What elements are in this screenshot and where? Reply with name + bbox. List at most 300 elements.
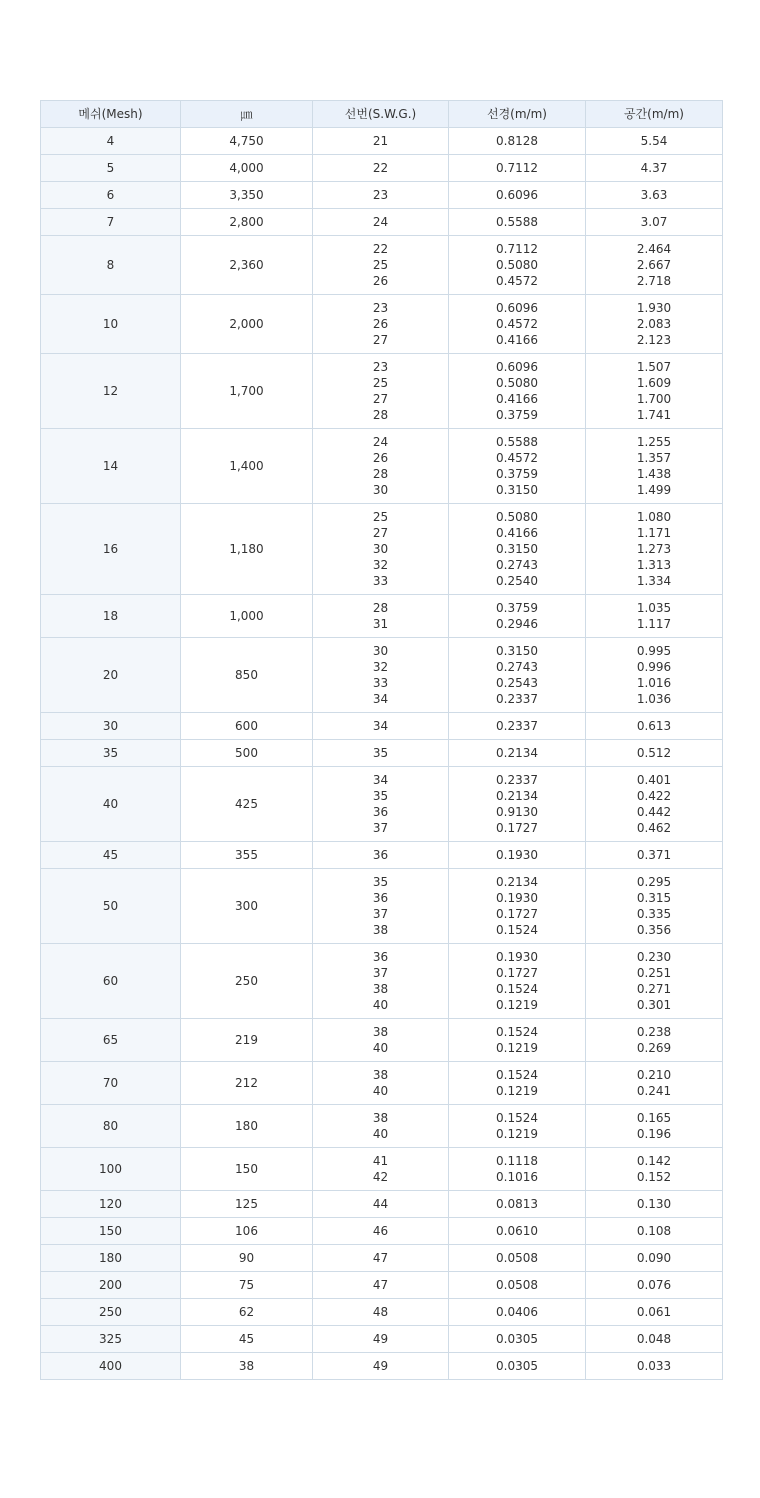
cell-wire-gauge [313, 1218, 449, 1245]
cell-micron: 1,400 [181, 429, 313, 504]
cell-mesh: 6 [41, 182, 181, 209]
cell-wire-diameter-line: 0.7112 [496, 242, 538, 256]
cell-opening [586, 767, 723, 842]
cell-opening [586, 1191, 723, 1218]
cell-opening [586, 1299, 723, 1326]
cell-opening-line: 0.996 [636, 660, 672, 674]
cell-opening-line: 1.357 [636, 451, 672, 465]
cell-opening-line: 2.083 [636, 317, 672, 331]
cell-opening [586, 1218, 723, 1245]
cell-wire-diameter-line: 0.0508 [496, 1251, 538, 1265]
cell-micron: 425 [181, 767, 313, 842]
cell-wire-diameter [449, 182, 586, 209]
cell-wire-gauge [313, 767, 449, 842]
cell-wire-gauge-line: 26 [372, 451, 389, 465]
table-row [41, 1019, 723, 1062]
cell-wire-diameter-line: 0.3150 [496, 542, 538, 556]
mesh-spec-table [40, 100, 723, 1380]
cell-wire-diameter-line: 0.2134 [496, 875, 538, 889]
cell-wire-gauge-line: 36 [372, 950, 389, 964]
cell-wire-gauge-line: 25 [372, 258, 389, 272]
cell-wire-diameter-line: 0.0305 [496, 1332, 538, 1346]
cell-wire-diameter-line: 0.0610 [496, 1224, 538, 1238]
table-row [41, 209, 723, 236]
cell-wire-diameter [449, 944, 586, 1019]
table-row [41, 1326, 723, 1353]
cell-wire-diameter-line: 0.1219 [496, 1041, 538, 1055]
header-micron: ㎛ [181, 101, 313, 128]
table-row [41, 713, 723, 740]
cell-micron: 4,750 [181, 128, 313, 155]
cell-wire-diameter-line: 0.5080 [496, 258, 538, 272]
cell-opening [586, 1105, 723, 1148]
cell-wire-diameter-line: 0.1930 [496, 950, 538, 964]
cell-wire-diameter-line: 0.6096 [496, 360, 538, 374]
cell-wire-diameter [449, 713, 586, 740]
cell-wire-gauge-line: 27 [372, 333, 389, 347]
cell-wire-gauge [313, 1326, 449, 1353]
cell-wire-diameter [449, 236, 586, 295]
cell-wire-gauge-line: 34 [372, 719, 389, 733]
cell-wire-gauge-line: 25 [372, 510, 389, 524]
cell-wire-diameter-line: 0.2134 [496, 746, 538, 760]
cell-opening-line: 1.313 [636, 558, 672, 572]
cell-wire-gauge-line: 40 [372, 1041, 389, 1055]
cell-wire-diameter-line: 0.5080 [496, 376, 538, 390]
cell-opening-line: 3.07 [640, 215, 668, 229]
table-row [41, 767, 723, 842]
cell-micron: 500 [181, 740, 313, 767]
cell-wire-diameter [449, 1191, 586, 1218]
cell-opening-line: 0.613 [636, 719, 672, 733]
cell-wire-diameter-line: 0.6096 [496, 301, 538, 315]
cell-opening-line: 1.438 [636, 467, 672, 481]
table-row [41, 1191, 723, 1218]
cell-wire-gauge-line: 33 [372, 676, 389, 690]
cell-wire-gauge-line: 23 [372, 301, 389, 315]
cell-wire-gauge [313, 944, 449, 1019]
cell-wire-gauge-line: 28 [372, 408, 389, 422]
cell-wire-diameter-line: 0.5588 [496, 215, 538, 229]
table-row [41, 842, 723, 869]
cell-opening [586, 944, 723, 1019]
cell-wire-diameter [449, 767, 586, 842]
cell-opening [586, 182, 723, 209]
cell-opening-line: 5.54 [640, 134, 668, 148]
cell-wire-diameter [449, 869, 586, 944]
cell-opening-line: 0.152 [636, 1170, 672, 1184]
cell-opening [586, 128, 723, 155]
cell-wire-diameter [449, 1326, 586, 1353]
cell-opening-line: 0.230 [636, 950, 672, 964]
cell-wire-gauge-line: 32 [372, 558, 389, 572]
table-body [41, 128, 723, 1380]
cell-wire-diameter [449, 1272, 586, 1299]
table-row [41, 295, 723, 354]
cell-wire-diameter [449, 128, 586, 155]
cell-wire-gauge-line: 35 [372, 789, 389, 803]
cell-wire-diameter-line: 0.5588 [496, 435, 538, 449]
cell-wire-gauge-line: 38 [372, 982, 389, 996]
cell-mesh: 100 [41, 1148, 181, 1191]
cell-opening-line: 1.171 [636, 526, 672, 540]
cell-wire-gauge-line: 22 [372, 161, 389, 175]
cell-wire-diameter-line: 0.0406 [496, 1305, 538, 1319]
cell-micron: 62 [181, 1299, 313, 1326]
cell-wire-diameter-line: 0.4572 [496, 317, 538, 331]
cell-opening-line: 0.295 [636, 875, 672, 889]
cell-wire-diameter [449, 1299, 586, 1326]
cell-mesh: 7 [41, 209, 181, 236]
cell-opening-line: 0.422 [636, 789, 672, 803]
cell-wire-gauge-line: 38 [372, 1111, 389, 1125]
cell-wire-diameter-line: 0.1118 [496, 1154, 538, 1168]
cell-wire-gauge-line: 24 [372, 215, 389, 229]
cell-wire-diameter-line: 0.3150 [496, 644, 538, 658]
cell-opening-line: 0.271 [636, 982, 672, 996]
cell-wire-diameter [449, 740, 586, 767]
cell-wire-gauge [313, 1353, 449, 1380]
cell-micron: 250 [181, 944, 313, 1019]
cell-wire-diameter-line: 0.7112 [496, 161, 538, 175]
cell-wire-diameter-line: 0.9130 [496, 805, 538, 819]
cell-opening-line: 0.462 [636, 821, 672, 835]
cell-wire-diameter-line: 0.1727 [496, 966, 538, 980]
table-row [41, 740, 723, 767]
cell-wire-gauge-line: 37 [372, 821, 389, 835]
cell-wire-diameter [449, 1148, 586, 1191]
cell-wire-gauge [313, 1105, 449, 1148]
table-row [41, 1272, 723, 1299]
cell-wire-diameter-line: 0.1930 [496, 848, 538, 862]
table-row [41, 236, 723, 295]
cell-wire-gauge [313, 1191, 449, 1218]
cell-wire-diameter-line: 0.6096 [496, 188, 538, 202]
cell-mesh: 16 [41, 504, 181, 595]
cell-micron: 90 [181, 1245, 313, 1272]
cell-wire-gauge [313, 1272, 449, 1299]
cell-wire-diameter [449, 1218, 586, 1245]
cell-wire-gauge-line: 23 [372, 188, 389, 202]
cell-wire-diameter-line: 0.1524 [496, 923, 538, 937]
table-row [41, 1245, 723, 1272]
cell-opening-line: 0.401 [636, 773, 672, 787]
cell-opening-line: 1.035 [636, 601, 672, 615]
cell-opening-line: 0.142 [636, 1154, 672, 1168]
cell-mesh: 5 [41, 155, 181, 182]
cell-wire-gauge [313, 713, 449, 740]
cell-wire-gauge-line: 26 [372, 274, 389, 288]
table-row [41, 429, 723, 504]
cell-opening-line: 0.061 [636, 1305, 672, 1319]
cell-wire-diameter [449, 595, 586, 638]
cell-wire-gauge-line: 47 [372, 1251, 389, 1265]
cell-opening-line: 0.090 [636, 1251, 672, 1265]
cell-opening [586, 713, 723, 740]
cell-wire-diameter-line: 0.3759 [496, 601, 538, 615]
cell-wire-gauge [313, 1299, 449, 1326]
cell-wire-gauge [313, 429, 449, 504]
cell-opening-line: 1.700 [636, 392, 672, 406]
cell-wire-diameter-line: 0.2134 [496, 789, 538, 803]
cell-wire-gauge-line: 25 [372, 376, 389, 390]
cell-wire-gauge-line: 35 [372, 875, 389, 889]
cell-opening-line: 0.108 [636, 1224, 672, 1238]
cell-mesh: 10 [41, 295, 181, 354]
cell-opening-line: 2.718 [636, 274, 672, 288]
cell-wire-diameter-line: 0.1524 [496, 1068, 538, 1082]
cell-wire-diameter [449, 1353, 586, 1380]
cell-opening-line: 0.995 [636, 644, 672, 658]
cell-opening-line: 0.033 [636, 1359, 672, 1373]
cell-mesh: 20 [41, 638, 181, 713]
cell-opening [586, 1326, 723, 1353]
header-opening: 공간(m/m) [586, 101, 723, 128]
cell-opening-line: 1.117 [636, 617, 672, 631]
cell-wire-gauge [313, 740, 449, 767]
table-row [41, 128, 723, 155]
cell-wire-diameter-line: 0.2946 [496, 617, 538, 631]
cell-wire-gauge-line: 23 [372, 360, 389, 374]
cell-wire-gauge-line: 22 [372, 242, 389, 256]
cell-opening-line: 0.301 [636, 998, 672, 1012]
cell-wire-diameter-line: 0.4166 [496, 526, 538, 540]
cell-wire-gauge-line: 33 [372, 574, 389, 588]
header-mesh: 메쉬(Mesh) [41, 101, 181, 128]
cell-wire-diameter-line: 0.4572 [496, 451, 538, 465]
cell-wire-gauge-line: 44 [372, 1197, 389, 1211]
cell-mesh: 200 [41, 1272, 181, 1299]
cell-micron: 355 [181, 842, 313, 869]
cell-wire-gauge [313, 155, 449, 182]
cell-opening-line: 0.130 [636, 1197, 672, 1211]
cell-opening-line: 3.63 [640, 188, 668, 202]
table-row [41, 944, 723, 1019]
cell-mesh: 65 [41, 1019, 181, 1062]
cell-wire-gauge [313, 595, 449, 638]
cell-wire-gauge-line: 40 [372, 998, 389, 1012]
cell-opening [586, 869, 723, 944]
cell-mesh: 120 [41, 1191, 181, 1218]
cell-wire-gauge-line: 36 [372, 805, 389, 819]
table-row [41, 1148, 723, 1191]
cell-opening-line: 0.165 [636, 1111, 672, 1125]
cell-wire-gauge-line: 46 [372, 1224, 389, 1238]
cell-wire-gauge-line: 36 [372, 891, 389, 905]
cell-micron: 600 [181, 713, 313, 740]
table-row [41, 638, 723, 713]
cell-micron: 45 [181, 1326, 313, 1353]
cell-wire-diameter-line: 0.0508 [496, 1278, 538, 1292]
cell-wire-gauge-line: 34 [372, 692, 389, 706]
cell-wire-diameter [449, 1062, 586, 1105]
cell-wire-diameter-line: 0.1016 [496, 1170, 538, 1184]
cell-wire-diameter-line: 0.1524 [496, 982, 538, 996]
cell-micron: 75 [181, 1272, 313, 1299]
cell-opening [586, 354, 723, 429]
table-row [41, 1105, 723, 1148]
cell-mesh: 8 [41, 236, 181, 295]
cell-mesh: 180 [41, 1245, 181, 1272]
header-wire-gauge: 선번(S.W.G.) [313, 101, 449, 128]
cell-micron: 1,000 [181, 595, 313, 638]
cell-wire-gauge-line: 48 [372, 1305, 389, 1319]
header-row [41, 101, 723, 128]
cell-opening [586, 504, 723, 595]
cell-opening-line: 1.609 [636, 376, 672, 390]
cell-wire-diameter-line: 0.1727 [496, 821, 538, 835]
cell-wire-diameter-line: 0.4166 [496, 392, 538, 406]
cell-wire-diameter [449, 1019, 586, 1062]
cell-opening-line: 1.273 [636, 542, 672, 556]
cell-wire-diameter-line: 0.1930 [496, 891, 538, 905]
cell-opening-line: 0.241 [636, 1084, 672, 1098]
cell-wire-gauge-line: 40 [372, 1084, 389, 1098]
cell-wire-gauge-line: 37 [372, 966, 389, 980]
cell-opening-line: 0.269 [636, 1041, 672, 1055]
cell-opening [586, 740, 723, 767]
cell-micron: 180 [181, 1105, 313, 1148]
cell-opening-line: 1.930 [636, 301, 672, 315]
cell-wire-diameter-line: 0.2743 [496, 660, 538, 674]
cell-opening-line: 0.238 [636, 1025, 672, 1039]
cell-mesh: 80 [41, 1105, 181, 1148]
cell-micron: 300 [181, 869, 313, 944]
cell-wire-diameter-line: 0.0305 [496, 1359, 538, 1373]
cell-mesh: 45 [41, 842, 181, 869]
cell-opening-line: 0.251 [636, 966, 672, 980]
cell-opening [586, 236, 723, 295]
cell-micron: 212 [181, 1062, 313, 1105]
cell-wire-diameter [449, 638, 586, 713]
table-row [41, 182, 723, 209]
cell-mesh: 70 [41, 1062, 181, 1105]
cell-wire-gauge-line: 42 [372, 1170, 389, 1184]
cell-wire-diameter [449, 354, 586, 429]
cell-wire-diameter-line: 0.0813 [496, 1197, 538, 1211]
cell-mesh: 250 [41, 1299, 181, 1326]
cell-wire-diameter-line: 0.2337 [496, 773, 538, 787]
cell-wire-gauge-line: 36 [372, 848, 389, 862]
cell-wire-gauge-line: 32 [372, 660, 389, 674]
cell-opening [586, 209, 723, 236]
cell-opening-line: 0.335 [636, 907, 672, 921]
cell-opening [586, 638, 723, 713]
cell-opening-line: 1.499 [636, 483, 672, 497]
cell-wire-gauge-line: 38 [372, 1068, 389, 1082]
cell-opening-line: 0.315 [636, 891, 672, 905]
cell-wire-gauge-line: 35 [372, 746, 389, 760]
cell-mesh: 150 [41, 1218, 181, 1245]
cell-opening [586, 155, 723, 182]
cell-opening-line: 1.507 [636, 360, 672, 374]
cell-micron: 1,180 [181, 504, 313, 595]
cell-mesh: 14 [41, 429, 181, 504]
cell-mesh: 50 [41, 869, 181, 944]
cell-micron: 3,350 [181, 182, 313, 209]
cell-wire-diameter-line: 0.1524 [496, 1111, 538, 1125]
cell-wire-gauge [313, 128, 449, 155]
cell-wire-diameter-line: 0.2540 [496, 574, 538, 588]
table-row [41, 504, 723, 595]
cell-opening-line: 0.356 [636, 923, 672, 937]
cell-wire-diameter-line: 0.2337 [496, 692, 538, 706]
cell-wire-diameter-line: 0.4572 [496, 274, 538, 288]
cell-opening-line: 1.334 [636, 574, 672, 588]
cell-micron: 125 [181, 1191, 313, 1218]
cell-wire-diameter-line: 0.2743 [496, 558, 538, 572]
cell-wire-gauge [313, 295, 449, 354]
cell-wire-diameter-line: 0.1219 [496, 1084, 538, 1098]
cell-wire-gauge-line: 38 [372, 1025, 389, 1039]
cell-opening-line: 0.371 [636, 848, 672, 862]
cell-wire-diameter [449, 155, 586, 182]
cell-micron: 1,700 [181, 354, 313, 429]
cell-wire-diameter [449, 1245, 586, 1272]
cell-opening [586, 1353, 723, 1380]
cell-wire-gauge-line: 30 [372, 644, 389, 658]
table-header [41, 101, 723, 128]
cell-wire-gauge-line: 38 [372, 923, 389, 937]
cell-opening [586, 1062, 723, 1105]
cell-opening-line: 1.741 [636, 408, 672, 422]
cell-wire-gauge [313, 1062, 449, 1105]
cell-wire-diameter-line: 0.1219 [496, 1127, 538, 1141]
table-row [41, 595, 723, 638]
cell-micron: 2,360 [181, 236, 313, 295]
cell-wire-gauge-line: 26 [372, 317, 389, 331]
cell-wire-gauge-line: 21 [372, 134, 389, 148]
cell-wire-diameter [449, 504, 586, 595]
cell-mesh: 40 [41, 767, 181, 842]
cell-micron: 219 [181, 1019, 313, 1062]
table-row [41, 354, 723, 429]
cell-mesh: 4 [41, 128, 181, 155]
cell-wire-gauge [313, 842, 449, 869]
cell-wire-gauge-line: 30 [372, 542, 389, 556]
cell-opening-line: 1.255 [636, 435, 672, 449]
cell-opening-line: 0.442 [636, 805, 672, 819]
cell-micron: 38 [181, 1353, 313, 1380]
cell-wire-gauge [313, 869, 449, 944]
cell-wire-gauge [313, 504, 449, 595]
cell-wire-diameter [449, 295, 586, 354]
cell-wire-diameter-line: 0.2543 [496, 676, 538, 690]
cell-opening-line: 0.076 [636, 1278, 672, 1292]
cell-wire-gauge-line: 27 [372, 392, 389, 406]
table-row [41, 1299, 723, 1326]
cell-wire-diameter [449, 429, 586, 504]
cell-wire-gauge-line: 47 [372, 1278, 389, 1292]
cell-opening-line: 1.036 [636, 692, 672, 706]
table-row [41, 869, 723, 944]
cell-micron: 850 [181, 638, 313, 713]
cell-opening-line: 0.196 [636, 1127, 672, 1141]
cell-opening-line: 0.210 [636, 1068, 672, 1082]
cell-wire-gauge [313, 182, 449, 209]
cell-wire-diameter [449, 209, 586, 236]
cell-opening [586, 1148, 723, 1191]
cell-wire-diameter-line: 0.3759 [496, 408, 538, 422]
cell-opening-line: 2.123 [636, 333, 672, 347]
cell-micron: 106 [181, 1218, 313, 1245]
table-row [41, 155, 723, 182]
cell-micron: 2,800 [181, 209, 313, 236]
cell-wire-gauge-line: 28 [372, 467, 389, 481]
cell-mesh: 30 [41, 713, 181, 740]
table-row [41, 1218, 723, 1245]
cell-wire-gauge-line: 49 [372, 1359, 389, 1373]
